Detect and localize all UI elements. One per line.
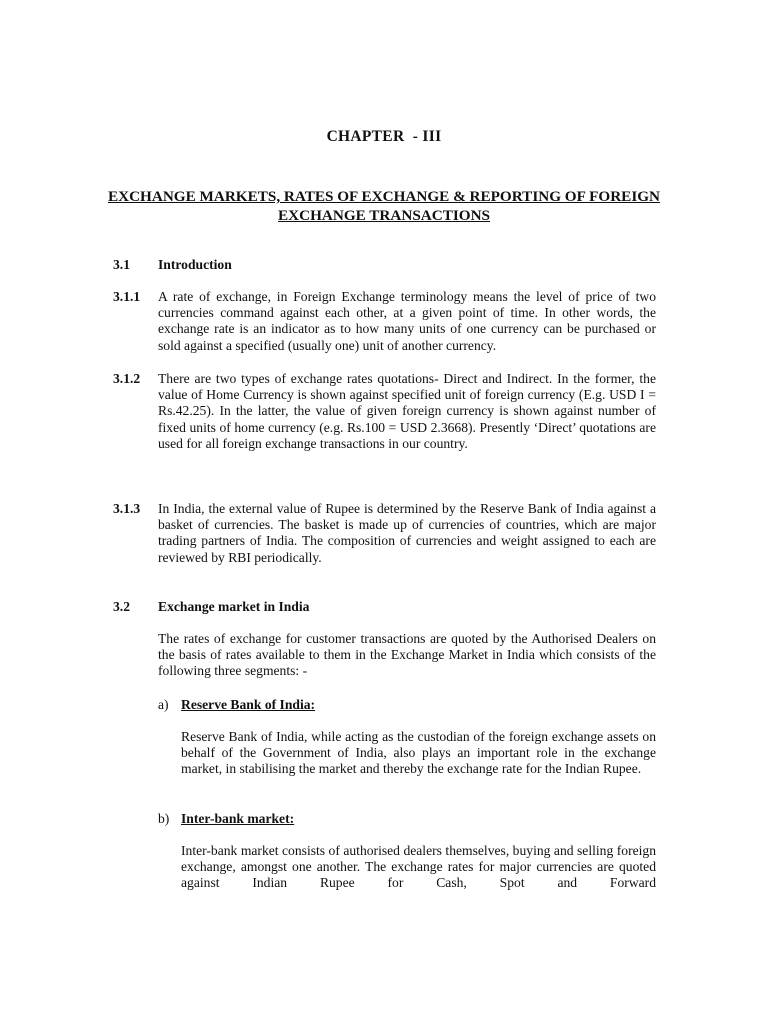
chapter-title: EXCHANGE MARKETS, RATES OF EXCHANGE & REPORTING OF FOREIGN EXCHANGE TRANSACTIONS [107, 188, 661, 224]
section-number-3-1-2: 3.1.2 [113, 371, 141, 386]
section-number-3-1-1: 3.1.1 [113, 289, 141, 304]
section-number-3-1-3: 3.1.3 [113, 501, 141, 516]
section-heading-introduction: Introduction [158, 257, 232, 272]
segment-label-b: b) [158, 811, 170, 826]
segment-label-a: a) [158, 697, 169, 712]
paragraph-3-1-3: In India, the external value of Rupee is determined by the Reserve Bank of India against a basket of currencies. The basket is made up of currencies of countries, which are major trading partners of India. The composition of currencies and weight assigned to each are reviewed by RBI periodically. [158, 501, 656, 565]
paragraph-3-1-2: There are two types of exchange rates quotations- Direct and Indirect. In the former, the value of Home Currency is shown against specified unit of foreign currency (E.g. USD I = Rs.42.25). In the latter, the value of given foreign currency is shown against number of fixed units of home currency (e.g. Rs.100 = USD 2.3668). Presently ‘Direct’ quotations are used for all foreign exchange transactions in our country. [158, 371, 656, 451]
chapter-heading: CHAPTER - III [326, 128, 442, 145]
paragraph-3-2: The rates of exchange for customer transactions are quoted by the Authorised Dealers on the basis of rates available to them in the Exchange Market in India which consists of the following three segments: - [158, 631, 656, 679]
section-number-3-1: 3.1 [113, 257, 130, 272]
section-heading-exchange-market: Exchange market in India [158, 599, 310, 614]
segment-paragraph-reserve-bank: Reserve Bank of India, while acting as the custodian of the foreign exchange assets on behalf of the Government of India, also plays an important role in the exchange market, in stabilising the market and thereby the exchange rate for the Indian Rupee. [181, 729, 656, 777]
segment-heading-inter-bank: Inter-bank market: [181, 811, 295, 826]
segment-paragraph-inter-bank: Inter-bank market consists of authorised dealers themselves, buying and selling foreign exchange, amongst one another. The exchange rates for major currencies are quoted against Indian Rupee for Cash, Spot and Forward [181, 843, 656, 891]
section-number-3-2: 3.2 [113, 599, 130, 614]
segment-heading-reserve-bank: Reserve Bank of India: [181, 697, 316, 712]
paragraph-3-1-1: A rate of exchange, in Foreign Exchange terminology means the level of price of two currencies command against each other, at a given point of time. In other words, the exchange rate is an indicator as to how many units of one currency can be purchased or sold against a specified (usually one) unit of another currency. [158, 289, 656, 353]
